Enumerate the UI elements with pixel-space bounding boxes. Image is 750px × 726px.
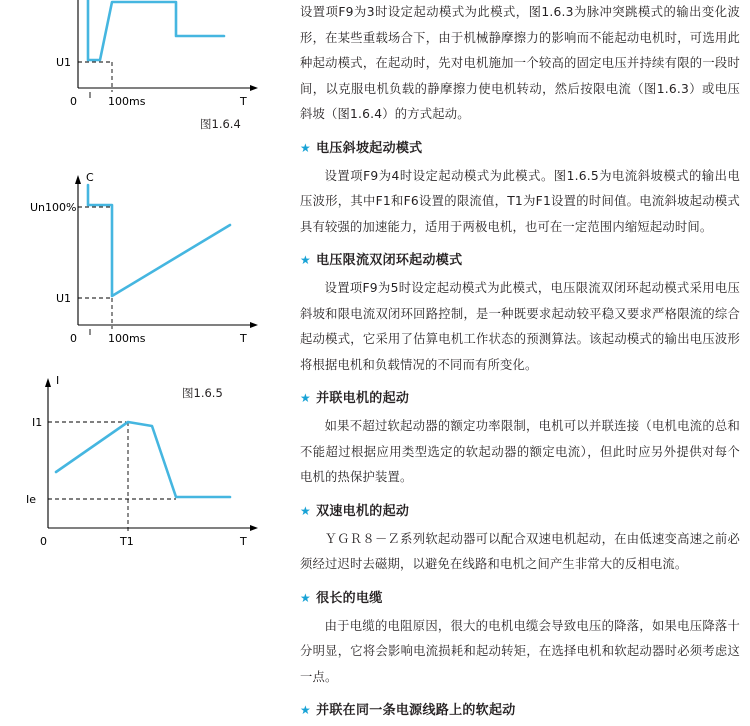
- star-icon: ★: [300, 703, 312, 717]
- paragraph-long-cable: 由于电缆的电阻原因，很大的电机电缆会导致电压的降落，如果电压降落十分明显，它将会影响电流损耗和起动转矩，在选择电机和软起动器时必须考虑这一点。: [300, 618, 740, 684]
- svg-text:0: 0: [40, 535, 47, 548]
- svg-text:0: 0: [70, 95, 77, 108]
- svg-text:T1: T1: [120, 535, 134, 548]
- heading-dual-loop: ★ 电压限流双闭环起动模式: [300, 253, 463, 268]
- figure-1-6-5-caption: 图1.6.5: [182, 386, 223, 400]
- svg-text:Ie: Ie: [26, 493, 37, 506]
- heading-long-cable: ★ 很长的电缆: [300, 590, 383, 606]
- text-column: [300, 0, 740, 726]
- paragraph-dual-loop: 设置项F9为5时设定起动模式为此模式，电压限流双闭环起动模式采用电压斜坡和限电流双闭环回路控制，是一种既要求起动较平稳又要求严格限流的综合起动模式，它采用了估算电机工作状态的预测算法。该起动模式的输出电压波形将根据电机和负载情况的不同而有所变化。: [300, 281, 740, 372]
- star-icon: ★: [300, 253, 312, 267]
- paragraph-dual-speed-motor: ＹＧＲ８－Ｚ系列软起动器可以配合双速电机起动，在由低速变高速之前必须经过迟时去磁期，以避免在线路和电机之间产生非常大的反相电流。: [300, 531, 740, 571]
- paragraph-parallel-motor: 如果不超过软起动器的额定功率限制，电机可以并联连接（电机电流的总和不能超过根据应用类型选定的软起动器的额定电流），但此时应另外提供对每个电机的热保护装置。: [300, 419, 740, 484]
- svg-text:T: T: [240, 332, 247, 345]
- heading-dual-speed-motor: ★ 双速电机的起动: [300, 503, 410, 519]
- star-icon: ★: [300, 590, 312, 605]
- paragraph-pulse-start: 设置项F9为3时设定起动模式为此模式，图1.6.3为脉冲突跳模式的输出变化波形，在某些重载场合下，由于机械静摩擦力的影响而不能起动电机时，可选用此种起动模式，在起动时，先对电机施加一个较高的固定电压并持续有限的一段时间，以克服电机负载的静摩擦力使电机转动，然后按限电流（图1.6.3）或电压斜坡（图1.6.4）的方式起动。: [300, 5, 740, 121]
- heading-parallel-motor: ★ 并联电机的起动: [300, 391, 410, 406]
- svg-text:I: I: [56, 374, 60, 387]
- figure-1-6-3: [0, 0, 290, 120]
- figure-1-6-4-caption: 图1.6.4: [200, 117, 241, 131]
- star-icon: ★: [300, 140, 312, 155]
- star-icon: ★: [300, 503, 312, 518]
- svg-text:100ms: 100ms: [108, 332, 146, 345]
- heading-parallel-same-line: ★ 并联在同一条电源线路上的软起动: [300, 703, 516, 718]
- svg-text:C: C: [86, 171, 94, 184]
- svg-text:Un100%: Un100%: [30, 201, 77, 214]
- svg-text:0: 0: [70, 332, 77, 345]
- svg-text:T: T: [240, 535, 247, 548]
- svg-text:U1: U1: [56, 56, 72, 69]
- svg-text:I1: I1: [32, 416, 43, 429]
- svg-text:100ms: 100ms: [108, 95, 146, 108]
- figure-1-6-5: [0, 368, 290, 558]
- star-icon: ★: [300, 391, 312, 405]
- figure-column: [0, 0, 290, 656]
- heading-voltage-ramp: ★ 电压斜坡起动模式: [300, 140, 423, 156]
- figure-1-6-4: [0, 165, 290, 355]
- paragraph-voltage-ramp: 设置项F9为4时设定起动模式为此模式。图1.6.5为电流斜坡模式的输出电压波形，其中F1和F6设置的限流值，T1为F1设置的时间值。电流斜坡起动模式具有较强的加速能力，适用于两极电机，也可在一定范围内缩短起动时间。: [300, 168, 740, 234]
- svg-text:T: T: [240, 95, 247, 108]
- svg-text:U1: U1: [56, 292, 72, 305]
